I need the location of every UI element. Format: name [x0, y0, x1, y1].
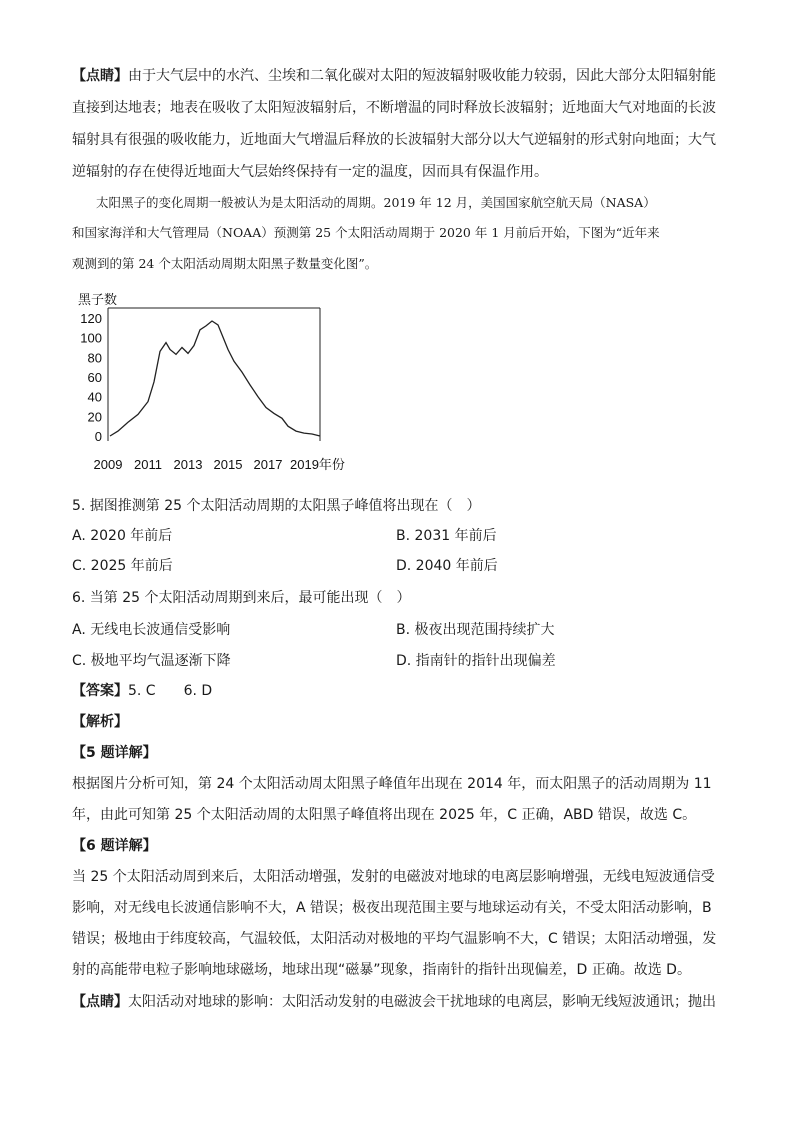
y-tick-label: 100 [80, 330, 102, 346]
answer-line [72, 681, 212, 701]
y-tick-label: 20 [87, 409, 102, 425]
detail6-line-1: 当 25 个太阳活动周到来后，太阳活动增强，发射的电磁波对地球的电离层影响增强，无线电短波通信受 [72, 869, 715, 885]
y-tick-label: 40 [87, 389, 102, 405]
stem-line-2: 和国家海洋和大气管理局（NOAA）预测第 25 个太阳活动周期于 2020 年 1 月前后开始，下图为“近年来 [72, 225, 660, 240]
q5-stem: 5. 据图推测第 25 个太阳活动周期的太阳黑子峰值将出现在（ ） [72, 498, 481, 514]
detail6-line-2: 影响，对无线电长波通信影响不大，A 错误；极夜出现范围主要与地球运动有关，不受太阳活动影响，B [72, 900, 712, 916]
intro-text-1: 由于大气层中的水汽、尘埃和二氧化碳对太阳的短波辐射吸收能力较弱，因此大部分太阳辐射能 [128, 68, 716, 84]
q5-option-c[interactable]: C. 2025 年前后 [72, 558, 173, 574]
sunspot-chart [72, 288, 362, 474]
stem-line-1: 太阳黑子的变化周期一般被认为是太阳活动的周期。2019 年 12 月，美国国家航空航天局（NASA） [96, 195, 656, 210]
y-tick-label: 0 [94, 429, 102, 444]
q5-option-b[interactable]: B. 2031 年前后 [396, 528, 497, 544]
tip-tag: 【点睛】 [72, 994, 128, 1010]
intro-line-4: 逆辐射的存在使得近地面大气层始终保持有一定的温度，因而具有保温作用。 [72, 164, 548, 180]
x-tick-label: 2009 [93, 457, 123, 472]
intro-tag: 【点睛】 [72, 68, 128, 84]
intro-line-1 [72, 66, 722, 86]
q6-stem: 6. 当第 25 个太阳活动周期到来后，最可能出现（ ） [72, 590, 411, 606]
q5-option-d[interactable]: D. 2040 年前后 [396, 558, 498, 574]
y-tick-label: 80 [87, 350, 102, 366]
y-tick-label: 120 [80, 311, 102, 326]
detail5-line-2: 年，由此可知第 25 个太阳活动周的太阳黑子峰值将出现在 2025 年，C 正确，ABD 错误，故选 C。 [72, 807, 697, 823]
detail6-line-3: 错误；极地由于纬度较高，气温较低，太阳活动对极地的平均气温影响不大，C 错误；太阳活动增强，发 [72, 931, 717, 947]
intro-line-2: 直接到达地表；地表在吸收了太阳短波辐射后，不断增温的同时释放长波辐射；近地面大气对地面的长波 [72, 100, 716, 116]
x-tick-label: 2013 [173, 457, 203, 472]
x-tick-label: 2015 [213, 457, 243, 472]
tip-text: 太阳活动对地球的影响：太阳活动发射的电磁波会干扰地球的电离层，影响无线短波通讯；抛出 [128, 994, 716, 1010]
answer-tag: 【答案】 [72, 683, 128, 699]
y-axis-label: 黑子数 [78, 292, 118, 307]
x-tick-label: 2017 [253, 457, 283, 472]
x-tick-label: 2019年份 [290, 457, 345, 472]
detail6-tag: 【6 题详解】 [72, 838, 157, 854]
q6-option-a[interactable]: A. 无线电长波通信受影响 [72, 622, 231, 638]
answer-text: 5. C 6. D [128, 683, 213, 699]
detail6-line-4: 射的高能带电粒子影响地球磁场，地球出现“磁暴”现象，指南针的指针出现偏差，D 正确。故选 D。 [72, 962, 691, 978]
analysis-tag: 【解析】 [72, 714, 128, 730]
sunspot-series-line [110, 321, 320, 436]
q6-option-d[interactable]: D. 指南针的指针出现偏差 [396, 653, 556, 669]
q6-option-b[interactable]: B. 极夜出现范围持续扩大 [396, 622, 555, 638]
stem-line-3: 观测到的第 24 个太阳活动周期太阳黑子数量变化图”。 [72, 256, 378, 271]
q5-option-a[interactable]: A. 2020 年前后 [72, 528, 173, 544]
x-tick-label: 2011 [134, 457, 162, 472]
q6-option-c[interactable]: C. 极地平均气温逐渐下降 [72, 653, 231, 669]
detail5-tag: 【5 题详解】 [72, 745, 157, 761]
intro-line-3: 辐射具有很强的吸收能力，近地面大气增温后释放的长波辐射大部分以大气逆辐射的形式射向地面；大气 [72, 132, 716, 148]
tip-line [72, 992, 716, 1012]
detail5-line-1: 根据图片分析可知，第 24 个太阳活动周太阳黑子峰值年出现在 2014 年，而太阳黑子的活动周期为 11 [72, 776, 712, 792]
y-tick-label: 60 [87, 370, 102, 385]
